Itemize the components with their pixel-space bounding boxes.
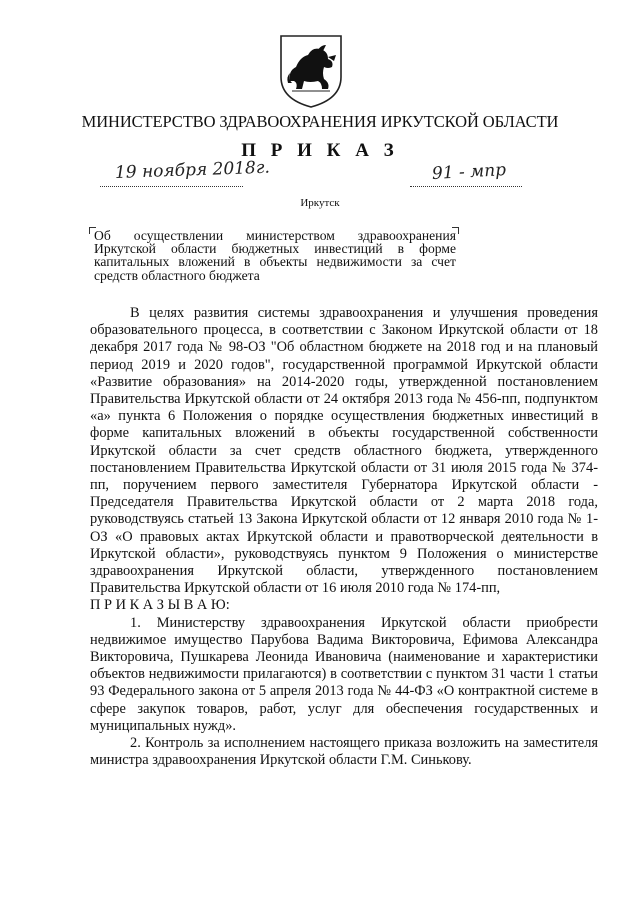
date-underline — [100, 186, 243, 187]
sable-coat-of-arms-icon — [278, 33, 344, 109]
handwritten-number: 91 - мпр — [431, 160, 507, 184]
handwritten-date: 19 ноября 2018г. — [114, 157, 271, 183]
order-subject: Об осуществлении министерством здравоохранения Иркутской области бюджетных инвестиций в форме капитальных вложений в объекты недвижимости за счет средств областного бюджета — [94, 228, 456, 283]
preamble-paragraph: В целях развития системы здравоохранения и улучшения проведения образовательного процесса, в соответствии с Законом Иркутской области от 18 декабря 2017 года № 98-ОЗ "Об областном бюджете на 2018 год и на плановый период 2019 и 2020 годов", государственной программой Иркутской области «Развитие образования» на 2014-2020 годы, утвержденной постановлением Правительства Иркутской области от 24 октября 2013 года № 456-пп, подпунктом «а» пункта 6 Положения о порядке осуществления бюджетных инвестиций в форме капитальных вложений в объекты государственной собственности Иркутской области за счет средств областного бюджета, утвержденного постановлением Правительства Иркутской области от 31 июля 2015 года № 374-пп, поручением первого заместителя Губернатора Иркутской области - Председателя Правительства Иркутской области от 2 марта 2018 года, руководствуясь статьей 13 Закона Иркутской области от 12 января 2010 года № 1-ОЗ «О правовых актах Иркутской области и правотворческой деятельности в Иркутской области», руководствуясь пунктом 9 Положения о министерстве здравоохранения Иркутской области, утвержденного постановлением Правительства Иркутской области от 16 июля 2010 года № 174-пп, — [90, 305, 598, 597]
city-name: Иркутск — [300, 197, 340, 209]
order-body — [90, 305, 598, 769]
ministry-name: МИНИСТЕРСТВО ЗДРАВООХРАНЕНИЯ ИРКУТСКОЙ ОБЛАСТИ — [81, 112, 559, 131]
order-item-2: 2. Контроль за исполнением настоящего приказа возложить на заместителя министра здравоохранения Иркутской области Г.М. Синькову. — [90, 735, 598, 769]
order-item-1: 1. Министерству здравоохранения Иркутской области приобрести недвижимое имущество Парубова Вадима Викторовича, Ефимова Александра Викторовича, Пушкарева Леонида Ивановича (наименование и характеристики объектов недвижимости прилагаются) в соответствии с пунктом 31 части 1 статьи 93 Федерального закона от 5 апреля 2013 года № 44-ФЗ «О контрактной системе в сфере закупок товаров, работ, услуг для обеспечения государственных и муниципальных нужд». — [90, 614, 598, 734]
order-title: П Р И К А З — [241, 140, 399, 161]
order-directive: П Р И К А З Ы В А Ю: — [90, 597, 230, 614]
number-underline — [410, 186, 522, 187]
